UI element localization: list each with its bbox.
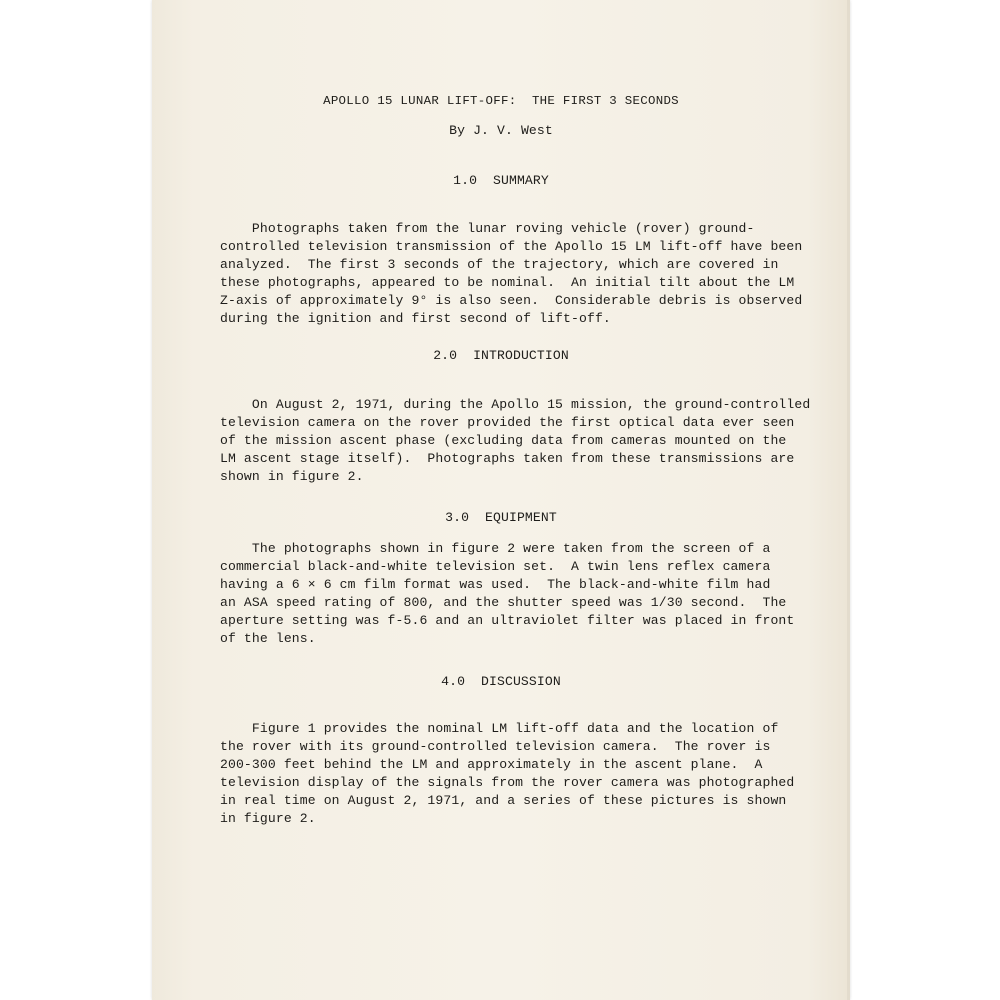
- text-line: On August 2, 1971, during the Apollo 15 mission, the ground-controlled: [220, 397, 811, 412]
- section-heading-introduction: 2.0 INTRODUCTION: [433, 348, 569, 363]
- section-heading-summary: 1.0 SUMMARY: [453, 173, 549, 188]
- text-line: 200-300 feet behind the LM and approximately in the ascent plane. A: [220, 757, 763, 772]
- text-line: an ASA speed rating of 800, and the shutter speed was 1/30 second. The: [220, 595, 787, 610]
- text-line: during the ignition and first second of lift-off.: [220, 311, 611, 326]
- text-line: analyzed. The first 3 seconds of the trajectory, which are covered in: [220, 257, 779, 272]
- text-line: Figure 1 provides the nominal LM lift-off data and the location of: [220, 721, 779, 736]
- section-heading-equipment: 3.0 EQUIPMENT: [445, 510, 557, 525]
- section-body-introduction: [220, 396, 810, 486]
- text-line: having a 6 × 6 cm film format was used. The black-and-white film had: [220, 577, 771, 592]
- text-line: in real time on August 2, 1971, and a series of these pictures is shown: [220, 793, 787, 808]
- text-line: television camera on the rover provided the first optical data ever seen: [220, 415, 795, 430]
- section-body-summary: [220, 220, 802, 328]
- text-line: of the mission ascent phase (excluding data from cameras mounted on the: [220, 433, 787, 448]
- text-line: aperture setting was f-5.6 and an ultraviolet filter was placed in front: [220, 613, 795, 628]
- text-line: Z-axis of approximately 9° is also seen. Considerable debris is observed: [220, 293, 803, 308]
- text-line: in figure 2.: [220, 811, 316, 826]
- text-line: controlled television transmission of the Apollo 15 LM lift-off have been: [220, 239, 803, 254]
- document-title: APOLLO 15 LUNAR LIFT-OFF: THE FIRST 3 SECONDS: [323, 94, 679, 108]
- text-line: commercial black-and-white television set. A twin lens reflex camera: [220, 559, 771, 574]
- text-line: these photographs, appeared to be nominal. An initial tilt about the LM: [220, 275, 795, 290]
- text-line: television display of the signals from the rover camera was photographed: [220, 775, 795, 790]
- section-heading-discussion: 4.0 DISCUSSION: [441, 674, 561, 689]
- section-body-equipment: [220, 540, 794, 648]
- text-line: of the lens.: [220, 631, 316, 646]
- text-line: The photographs shown in figure 2 were taken from the screen of a: [220, 541, 771, 556]
- section-body-discussion: [220, 720, 794, 828]
- document-page: [152, 0, 850, 1000]
- text-line: shown in figure 2.: [220, 469, 364, 484]
- text-line: the rover with its ground-controlled television camera. The rover is: [220, 739, 771, 754]
- document-byline: By J. V. West: [449, 123, 553, 138]
- text-line: LM ascent stage itself). Photographs taken from these transmissions are: [220, 451, 795, 466]
- text-line: Photographs taken from the lunar roving vehicle (rover) ground-: [220, 221, 755, 236]
